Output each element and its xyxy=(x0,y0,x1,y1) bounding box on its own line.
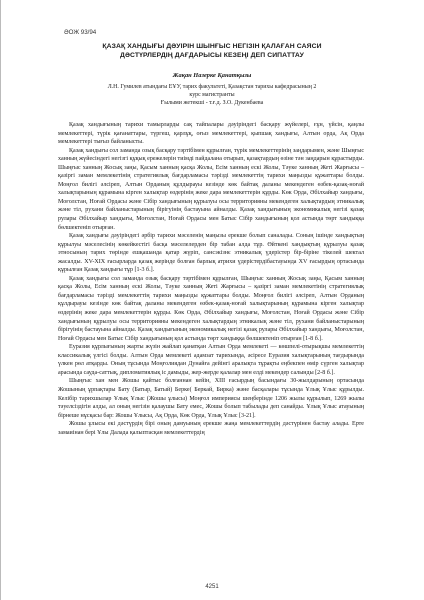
body-paragraph: Қазақ хандығы дәуіріндегі әрбір тарихи мәселенің маңызы ерекше болып саналады. Соның ішінде хандықтың құрылуы мәселесінің көкейкестігі басқа мәселелерден бір табан алда тұр. Өйткені хандықтың құрылуы қазақ этносының тарих төрінде ешқашанда қатар жүріп, сансэкізнє этникалық үдерістер бір-бірінe тікелей шектал жасалды. ХV-ХІХ ғасырларда қазақ жеріндe болған барлық атрихи үдерістердібастауында ХV ғасырдың ортасында құрылған Қазақ хандығы тұр [1-3 б.]. xyxy=(58,233,364,274)
body-paragraph: Еуразия құрлығының жарты жүзін жайлап қанатқан Алтын Орда мемлекеті — көшпелі-отырықшы мемлекеттің классикалық үлгісі болды. Алтын Орда мемлекеті адамзат тарихында, әсіресе Еуразия халықтарының тағдырында үлкен рөл атқарды. Оның тұсында Моңғолиядан Дунайға дейінгі аралықта тұрақты еңбекпен өмір сүрген халықтар арасында сауда-саттық, дипломатиялық іс дамыды, жер-жерде қалалар мен елді мекендер салынды [2-8 б.]. xyxy=(58,344,364,376)
article-body xyxy=(58,121,364,437)
page-number: 4251 xyxy=(205,584,219,590)
body-paragraph: Қазақ хандығы сол заманда озық басқару тәртібімен құрылған, Шыңғыс ханның Жосық заңы, Қасым ханның қасқа Жолы, Есім ханның ескі Жолы, Тәуке ханның Жеті Жарғысы – қазіргі заман мемлекетінің стратегиялық бағдарламасы тәрізді мемлекеттің тарихи маңызды құжаттары болды. Моңғол билігі әлсіреп, Алтын Орданың құлдырауы кезінде көк байтақ даланы мекендеген өзбек-қазақ-ноғай халықтарының құрамына кірген халықтар өздерінің жеке дара мемлекеттерін құрды. Көк Орда, Әбілхайыр хандығы, Моғолстан, Ноғай Ордасы және Сібір хандығының құрылуы осы территорияны мекендеген халықтардың этникалық және тіл, рухани байланыстарының бірігуінің бастауына айналды. Қазақ хандығының экономикалық негізі қазақ рулары Әбілхайыр хандығы, Моғолстан, Ноғай Ордасы мен Батыс Сібір хандығының қол астында төрт хандыққа бөлшектеніп отырған [1-8 б.]. xyxy=(58,275,364,342)
affiliation-line: курс магистранты xyxy=(189,92,235,98)
article-title xyxy=(64,42,360,60)
body-paragraph: Жошы ұлысы екі дәстүрдің бірі оның дамуының ерекше жаңа мемлекеттердің дәстүрінен бастау алады. Ерте замаиінан бері Ұлы Далада қалыптасқан мемлекеттердің xyxy=(58,421,364,436)
udc-code: ӘОЖ 93/94 xyxy=(64,29,97,36)
title-line: ДӘСТҮРЛЕРДІҢ ДАҒДАРЫСЫ КЕЗЕҢІ ДЕП СИПАТТАУ xyxy=(120,52,304,59)
affiliation-line: Л.Н. Гумилев атындағы ЕҰУ, тарих факультеті, Қазақстан тарихы кафедрасының 2 xyxy=(107,84,317,90)
affiliation xyxy=(64,83,360,107)
supervisor-line: Ғылыми жетекші - т.ғ.д. З.О. Дукенбаева xyxy=(160,100,264,106)
body-paragraph: Қазақ хандығы сол заманда озық басқару тәртібімен құрылған, түрік мемлекеттерінің заңдарымен, және Шыңғыс ханның жүйесіндегі негізгі құқық ережелерін тиімді пайдалана отырып, қазақтардың өзіне тән заңдарын құрастырды. Шыңғыс ханның Жосық заңы, Қасым ханның қасқа Жолы, Есім ханның ескі Жолы, Тәуке ханның Жеті Жарғысы – қазіргі заман мемлекетінің стратегиялық бағдарламасы тәрізді мемлекеттің тарихи маңызды құжаттары болды. Моңғол билігі әлсіреп, Алтын Орданың құлдырауы кезінде көк байтақ даланы мекендеген өзбек-қазақ-ноғай халықтарының құрамына кірген халықтар өздерінің жеке дара мемлекеттерін құрды. Көк Орда, Әбілхайыр хандығы, Моғолстан, Ноғай Ордасы және Сібір хандығының құрылуы осы территорияны мекендеген халықтардың этникалық және тіл, рухани байланыстарының бірігуінің бастауына айналды. Қазақ хандығының экономикалық негізі қазақ рулары Әбілхайыр хандығы, Моғолстан, Ноғай Ордасы мен Батыс Сібір хандығының қол астында төрт хандыққа бөлшектеніп отырған. xyxy=(58,147,364,231)
body-paragraph: Шыңғыс хан мен Жошы қайтыс болғаннан кейін, ХІІІ ғасырдың басындағы 30-жылдарының ортасында Жошының ұрпақтары Бату (Батыр, Батый) Берке( Беркай, Бирка) және басқалары тұсында Ұлық Ұлыс құрылды. Келібір тарихшылар Ұлық Ұлыс (Жошы ұлысы) Моңғол империясы шеңберінде 1206 жылы құрылып, 1269 жылы тәуелсіздігін алды, ал оның негізін қалаушы Бату емес, Жошы болып табылады деп санайды. Ұлық Ұлыс атауының бірнеше нұсқасы бар: Жошы Ұлысы, Ақ Орда, Көк Орда, Ұлық Ұлыс [3-21]. xyxy=(58,378,364,419)
author-name: Жақан Назерке Қанатқызы xyxy=(172,72,252,79)
title-line: ҚАЗАҚ ХАНДЫҒЫ ДӘУІРІН ШЫНҒЫС НЕГІЗІН ҚАЛАҒАН САЯСИ xyxy=(102,43,322,50)
body-paragraph: Қазақ хандығының тарихи тамырларды сақ тайпалары дәуіріндегі басқару жүйелері, ғұн, үйсін, қаңлы мемлекеттері, түрік қағанаттары, түргеш, қарлұқ, оғыз мемлекеттері, қыпшақ хандығы, Алтын орда, Ақ Орда мемлекеттері тығыз байланысты. xyxy=(58,122,364,146)
